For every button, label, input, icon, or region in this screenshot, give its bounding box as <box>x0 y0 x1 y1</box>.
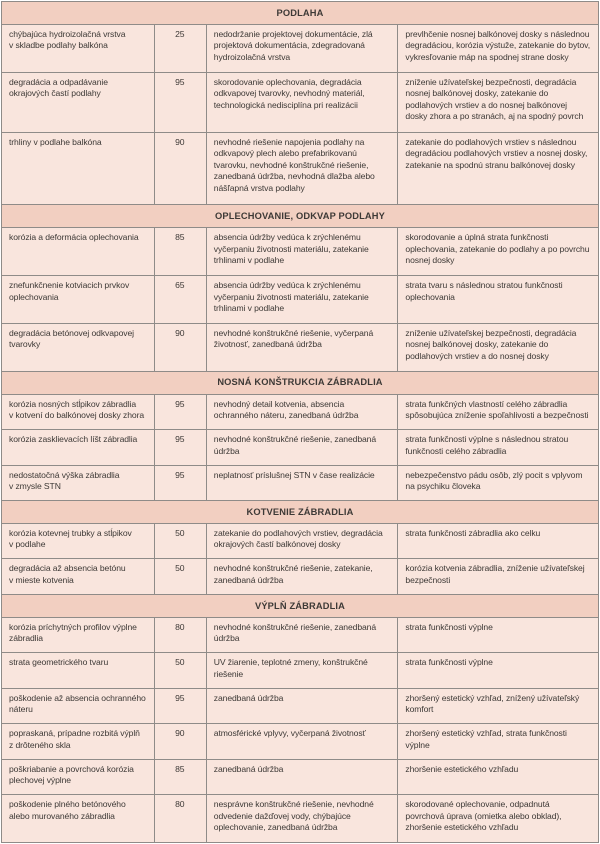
weight-cell: 95 <box>154 465 206 500</box>
weight-cell: 80 <box>154 617 206 652</box>
table-row <box>2 72 599 132</box>
table-row <box>2 559 599 594</box>
weight-cell: 85 <box>154 228 206 276</box>
defects-table <box>1 1 599 843</box>
defect-cell: korózia príchytných profilov výplne zábradlia <box>2 617 155 652</box>
weight-cell: 90 <box>154 132 206 204</box>
weight-cell: 50 <box>154 653 206 688</box>
table-row <box>2 228 599 276</box>
section-header-row <box>2 371 599 394</box>
defect-cell: korózia a deformácia oplechovania <box>2 228 155 276</box>
section-title: VÝPLŇ ZÁBRADLIA <box>2 594 599 617</box>
consequences-cell: strata funkčnosti výplne s následnou stratou funkčnosti celého zábradlia <box>398 430 599 465</box>
weight-cell: 95 <box>154 430 206 465</box>
section-title: OPLECHOVANIE, ODKVAP PODLAHY <box>2 205 599 228</box>
consequences-cell: zhoršený estetický vzhľad, strata funkčnosti výplne <box>398 724 599 759</box>
causes-cell: absencia údržby vedúca k zrýchlenému vyčerpaniu životnosti materiálu, zatekanie trhlinami v podlahe <box>206 228 398 276</box>
defect-cell: degradácia betónovej odkvapovej tvarovky <box>2 323 155 371</box>
defect-cell: degradácia až absencia betónu v mieste kotvenia <box>2 559 155 594</box>
causes-cell: nevhodné riešenie napojenia podlahy na odkvapový plech alebo prefabrikovanú tvarovku, nevhodné konštrukčné riešenie, zanedbaná údržba, nevhodná dlažba alebo nášľapná vrstva podlahy <box>206 132 398 204</box>
defect-cell: korózia kotevnej trubky a stĺpikov v podlahe <box>2 524 155 559</box>
defect-cell: poškodenie plného betónového alebo murovaného zábradlia <box>2 795 155 843</box>
causes-cell: nevhodné konštrukčné riešenie, zanedbaná údržba <box>206 617 398 652</box>
causes-cell: nesprávne konštrukčné riešenie, nevhodné odvedenie dažďovej vody, chýbajúce oplechovanie, zanedbaná údržba <box>206 795 398 843</box>
defect-cell: korózia nosných stĺpikov zábradlia v kotvení do balkónovej dosky zhora <box>2 394 155 429</box>
weight-cell: 85 <box>154 759 206 794</box>
weight-cell: 95 <box>154 394 206 429</box>
consequences-cell: strata tvaru s následnou stratou funkčnosti oplechovania <box>398 276 599 324</box>
defect-cell: poškodenie až absencia ochranného náteru <box>2 688 155 723</box>
table-row <box>2 132 599 204</box>
causes-cell: zanedbaná údržba <box>206 688 398 723</box>
consequences-cell: korózia kotvenia zábradlia, zníženie užívateľskej bezpečnosti <box>398 559 599 594</box>
table-row <box>2 653 599 688</box>
table-row <box>2 394 599 429</box>
defect-cell: znefunkčnenie kotviacich prvkov oplechovania <box>2 276 155 324</box>
table-row <box>2 759 599 794</box>
section-header-row <box>2 594 599 617</box>
causes-cell: nevhodný detail kotvenia, absencia ochranného náteru, zanedbaná údržba <box>206 394 398 429</box>
causes-cell: nedodržanie projektovej dokumentácie, zlá projektová dokumentácia, zdegradovaná hydroizolačná vrstva <box>206 25 398 73</box>
consequences-cell: zhoršený estetický vzhľad, znížený užívateľský komfort <box>398 688 599 723</box>
weight-cell: 90 <box>154 323 206 371</box>
table-row <box>2 465 599 500</box>
consequences-cell: zníženie užívateľskej bezpečnosti, degradácia nosnej balkónovej dosky, zatekanie do podlahových vrstiev a do nosnej balkónovej dosky zhora a po stranách, aj na spodný povrch <box>398 72 599 132</box>
defect-cell: chýbajúca hydroizolačná vrstva v skladbe podlahy balkóna <box>2 25 155 73</box>
table-row <box>2 25 599 73</box>
weight-cell: 95 <box>154 688 206 723</box>
causes-cell: skorodovanie oplechovania, degradácia odkvapovej tvarovky, nevhodný materiál, technologická nedisciplína pri realizácii <box>206 72 398 132</box>
defect-cell: nedostatočná výška zábradlia v zmysle STN <box>2 465 155 500</box>
defect-cell: popraskaná, prípadne rozbitá výplň z drôteného skla <box>2 724 155 759</box>
weight-cell: 50 <box>154 524 206 559</box>
table-row <box>2 524 599 559</box>
table-row <box>2 724 599 759</box>
table-row <box>2 688 599 723</box>
consequences-cell: skorodovanie a úplná strata funkčnosti oplechovania, zatekanie do podlahy a po povrchu nosnej dosky <box>398 228 599 276</box>
causes-cell: zanedbaná údržba <box>206 759 398 794</box>
defect-cell: poškriabanie a povrchová korózia plechovej výplne <box>2 759 155 794</box>
consequences-cell: strata funkčných vlastností celého zábradlia spôsobujúca zníženie spoľahlivosti a bezpečnosti <box>398 394 599 429</box>
weight-cell: 50 <box>154 559 206 594</box>
consequences-cell: strata funkčnosti zábradlia ako celku <box>398 524 599 559</box>
consequences-cell: skorodované oplechovanie, odpadnutá povrchová úprava (omietka alebo obklad), zhoršenie estetického vzhľadu <box>398 795 599 843</box>
table-row <box>2 430 599 465</box>
section-header-row <box>2 501 599 524</box>
consequences-cell: strata funkčnosti výplne <box>398 653 599 688</box>
consequences-cell: zníženie užívateľskej bezpečnosti, degradácia nosnej balkónovej dosky, zatekanie do podlahových vrstiev a do nosnej dosky <box>398 323 599 371</box>
causes-cell: nevhodné konštrukčné riešenie, vyčerpaná životnosť, zanedbaná údržba <box>206 323 398 371</box>
defect-cell: strata geometrického tvaru <box>2 653 155 688</box>
weight-cell: 25 <box>154 25 206 73</box>
causes-cell: nevhodné konštrukčné riešenie, zatekanie, zanedbaná údržba <box>206 559 398 594</box>
causes-cell: zatekanie do podlahových vrstiev, degradácia okrajových častí balkónovej dosky <box>206 524 398 559</box>
consequences-cell: prevlhčenie nosnej balkónovej dosky s následnou degradáciou, korózia výstuže, zatekanie do bytov, vykresľovanie máp na spodnej strane dosky <box>398 25 599 73</box>
causes-cell: neplatnosť príslušnej STN v čase realizácie <box>206 465 398 500</box>
consequences-cell: zhoršenie estetického vzhľadu <box>398 759 599 794</box>
defect-cell: korózia zasklievacích líšt zábradlia <box>2 430 155 465</box>
consequences-cell: strata funkčnosti výplne <box>398 617 599 652</box>
consequences-cell: nebezpečenstvo pádu osôb, zlý pocit s vplyvom na psychiku človeka <box>398 465 599 500</box>
causes-cell: UV žiarenie, teplotné zmeny, konštrukčné riešenie <box>206 653 398 688</box>
defect-cell: trhliny v podlahe balkóna <box>2 132 155 204</box>
section-title: KOTVENIE ZÁBRADLIA <box>2 501 599 524</box>
defect-cell: degradácia a odpadávanie okrajových častí podlahy <box>2 72 155 132</box>
causes-cell: nevhodné konštrukčné riešenie, zanedbaná údržba <box>206 430 398 465</box>
weight-cell: 90 <box>154 724 206 759</box>
section-header-row <box>2 205 599 228</box>
table-row <box>2 617 599 652</box>
table-row <box>2 323 599 371</box>
weight-cell: 80 <box>154 795 206 843</box>
table-row <box>2 276 599 324</box>
section-title: NOSNÁ KONŠTRUKCIA ZÁBRADLIA <box>2 371 599 394</box>
causes-cell: absencia údržby vedúca k zrýchlenému vyčerpaniu životnosti materiálu, zatekanie trhlinami v podlahe <box>206 276 398 324</box>
weight-cell: 95 <box>154 72 206 132</box>
weight-cell: 65 <box>154 276 206 324</box>
causes-cell: atmosférické vplyvy, vyčerpaná životnosť <box>206 724 398 759</box>
section-title: PODLAHA <box>2 2 599 25</box>
consequences-cell: zatekanie do podlahových vrstiev s následnou degradáciou podlahových vrstiev a nosnej dosky, zatekanie na spodnú stranu balkónovej dosky <box>398 132 599 204</box>
section-header-row <box>2 2 599 25</box>
table-row <box>2 795 599 843</box>
defects-table-body <box>2 2 599 843</box>
